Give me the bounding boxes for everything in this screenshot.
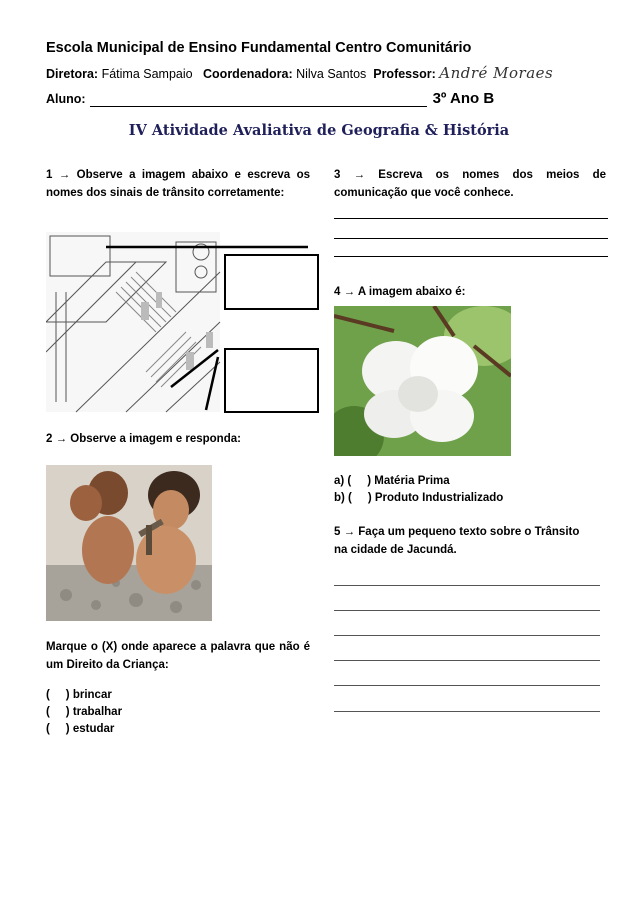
q5-answer-line-3[interactable]	[334, 635, 600, 636]
question-2-instruction: Marque o (X) onde aparece a palavra que não é um Direito da Criança:	[46, 641, 310, 671]
director-name: Fátima Sampaio	[101, 67, 193, 81]
coordinator-label: Coordenadora:	[203, 67, 293, 81]
student-name-field[interactable]	[90, 94, 427, 107]
q2-option-estudar[interactable]: ( ) estudar	[46, 723, 115, 735]
professor-label: Professor:	[373, 67, 436, 81]
q5-answer-line-6[interactable]	[334, 711, 600, 712]
q5-answer-line-5[interactable]	[334, 685, 600, 686]
student-line	[46, 90, 494, 107]
question-1-text: 1 → Observe a imagem abaixo e escreva os nomes dos sinais de trânsito corretamente:	[46, 169, 310, 199]
sign-answer-box-2[interactable]	[224, 348, 319, 413]
q3-answer-line-3[interactable]	[334, 256, 608, 257]
q3-answer-line-2[interactable]	[334, 238, 608, 239]
professor-name: André Moraes	[439, 64, 554, 82]
children-photo	[46, 465, 212, 621]
director-label: Diretora:	[46, 67, 99, 81]
coordinator-name: Nilva Santos	[296, 67, 367, 81]
q5-answer-line-1[interactable]	[334, 585, 600, 586]
staff-line	[46, 64, 553, 82]
question-2-text: 2 → Observe a imagem e responda:	[46, 433, 241, 445]
question-4-text: 4 → A imagem abaixo é:	[334, 286, 466, 298]
sign-answer-box-1[interactable]	[224, 254, 319, 310]
q4-option-produto-industrializado[interactable]: b) ( ) Produto Industrializado	[334, 492, 504, 504]
page-title: IV Atividade Avaliativa de Geografia & História	[128, 122, 510, 139]
q3-answer-line-1[interactable]	[334, 218, 608, 219]
q2-option-trabalhar[interactable]: ( ) trabalhar	[46, 706, 123, 718]
grade-label: 3º Ano B	[432, 90, 495, 107]
student-label: Aluno:	[46, 92, 86, 106]
q5-answer-line-2[interactable]	[334, 610, 600, 611]
cotton-photo	[334, 306, 511, 456]
q5-answer-line-4[interactable]	[334, 660, 600, 661]
question-5-text: 5 → Faça um pequeno texto sobre o Trânsito na cidade de Jacundá.	[334, 526, 580, 556]
q4-option-materia-prima[interactable]: a) ( ) Matéria Prima	[334, 475, 450, 487]
q4-options	[334, 473, 503, 507]
school-name: Escola Municipal de Ensino Fundamental Centro Comunitário	[46, 40, 472, 56]
q2-options	[46, 687, 122, 738]
question-3-text: 3 → Escreva os nomes dos meios de comunicação que você conhece.	[334, 169, 606, 199]
q2-option-brincar[interactable]: ( ) brincar	[46, 689, 112, 701]
